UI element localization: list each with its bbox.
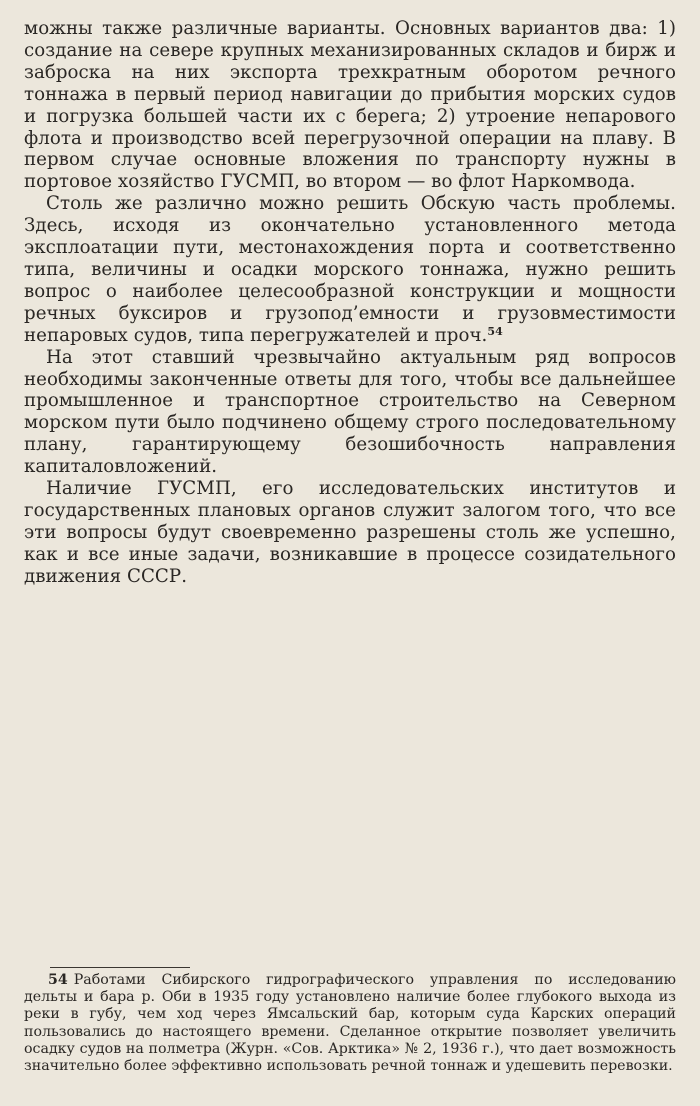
footnote-reference: 54: [487, 324, 503, 338]
footnote-text: Работами Сибирского гидрографического управления по исследованию дельты и бара р. Оби в 1935 году установлено наличие более глубокого выхода из реки в губу, чем ход через Ямсальский бар, которым суда Карских операций пользовались до настоящего времени. Сделанное открытие позволяет увеличить осадку судов на полметра (Журн. «Сов. Арктика» № 2, 1936 г.), что дает возможность значительно более эффективно использовать речной тоннаж и удешевить перевозки.: [24, 972, 676, 1075]
footnote-54: [24, 972, 676, 1075]
paragraph-2: [24, 193, 676, 346]
paragraph-1: можны также различные варианты. Основных вариантов два: 1) создание на севере крупных механизированных складов и бирж и заброска на них экспорта трехкратным оборотом речного тоннажа в первый период навигации до прибытия морских судов и погрузка большей части их с берега; 2) утроение непарового флота и производство всей перегрузочной операции на плаву. В первом случае основные вложения по транспорту нужны в портовое хозяйство ГУСМП, во втором — во флот Наркомвода.: [24, 18, 676, 193]
paragraph-3: На этот ставший чрезвычайно актуальным ряд вопросов необходимы законченные ответы для того, чтобы все дальнейшее промышленное и транспортное строительство на Северном морском пути было подчинено общему строго последовательному плану, гарантирующему безошибочность направления капиталовложений.: [24, 346, 676, 478]
paragraph-4: Наличие ГУСМП, его исследовательских институтов и государственных плановых органов служит залогом того, что все эти вопросы будут своевременно разрешены столь же успешно, как и все иные задачи, возникавшие в процессе созидательного движения СССР.: [24, 478, 676, 587]
footnote-section: [24, 972, 676, 1075]
main-text-body: [24, 18, 676, 588]
footnote-separator: [50, 967, 190, 968]
paragraph-2-text: Столь же различно можно решить Обскую часть проблемы. Здесь, исходя из окончательно установленного метода эксплоатации пути, местонахождения порта и соответственно типа, величины и осадки морского тоннажа, нужно решить вопрос о наиболее целесообразной конструкции и мощности речных буксиров и грузопод’емности и грузовместимости непаровых судов, типа перегружателей и проч.: [24, 193, 676, 346]
footnote-number: 54: [48, 972, 68, 988]
